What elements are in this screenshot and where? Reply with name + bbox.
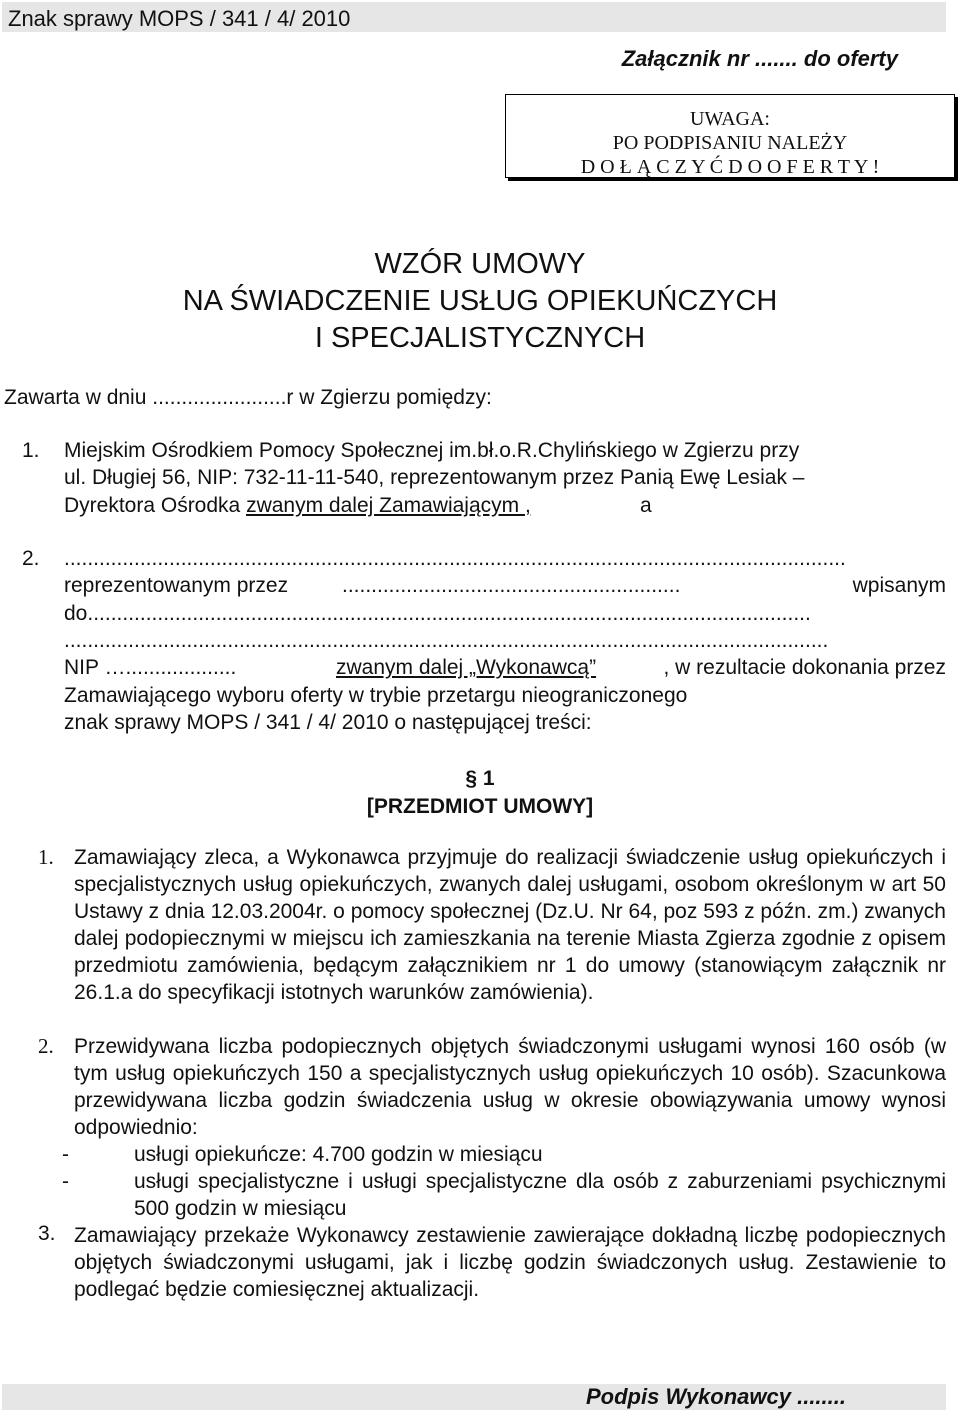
section-heading: [PRZEDMIOT UMOWY] (366, 795, 594, 818)
party2-line-4: ................................................................................................................................... (64, 629, 829, 652)
party1-number: 1. (22, 439, 40, 462)
notice-box (505, 94, 955, 178)
party2-represented: reprezentowanym przez (64, 574, 289, 597)
party2-line-3: do............................................................................................................................ (64, 602, 811, 625)
party1-line-2: ul. Długiej 56, NIP: 732-11-11-540, reprezentowanym przez Panią Ewę Lesiak – (64, 466, 805, 489)
item-2-text: Przewidywana liczba podopiecznych objętych świadczonymi usługami wynosi 160 osób (w tym usług opiekuńczych 150 a specjalistycznych usług opiekuńczych 10 osób). Szacunkowa przewidywana liczba godzin świadczenia usług w okresie obowiązywania umowy wynosi odpowiednio: (74, 1035, 946, 1139)
party2-line-1: ...................................................................................................................................... (64, 547, 846, 570)
item-1-text: Zamawiający zleca, a Wykonawca przyjmuje do realizacji świadczenie usług opiekuńczych i specjalistycznych usług opiekuńczych, zwanych dalej usługami, osobom określonym w art 50 Ustawy z dnia 12.03.2004r. o pomocy społecznej (Dz.U. Nr 64, poz 593 z późn. zm.) zwanych dalej podopiecznymi w miejscu ich zamieszkania na terenie Miasta Zgierza zgodnie z opisem przedmiotu zamówienia, będącym załącznikiem nr 1 do umowy (stanowiącym załącznik nr 26.1.a do specyfikacji istotnych warunków zamówienia). (74, 846, 946, 1004)
party2-line-2 (64, 572, 946, 600)
party2-contractor-name: zwanym dalej „Wykonawcą” (336, 656, 597, 679)
attachment-label: Załącznik nr ....... do oferty (621, 46, 898, 71)
notice-line-3: D O Ł Ą C Z Y Ć D O O F E R T Y ! (580, 156, 880, 178)
signature-label: Podpis Wykonawcy ........ (586, 1384, 846, 1409)
party2-registered: wpisanym (852, 574, 946, 597)
title-line-1: WZÓR UMOWY (374, 248, 586, 280)
party2-line-6: Zamawiającego wyboru oferty w trybie przetargu nieograniczonego (64, 684, 688, 707)
party2-line-7: znak sprawy MOPS / 341 / 4/ 2010 o następującej treści: (64, 711, 592, 734)
bullet-1-text: usługi opiekuńcze: 4.700 godzin w miesiącu (134, 1143, 543, 1166)
notice-line-1: UWAGA: (690, 108, 770, 130)
party2-nip: NIP …................... (64, 656, 237, 679)
party1-line-3a: Dyrektora Ośrodka (64, 494, 247, 517)
title-line-2: NA ŚWIADCZENIE USŁUG OPIEKUŃCZYCH (182, 285, 778, 317)
party1-and: a (640, 494, 652, 517)
party2-result: , w rezultacie dokonania przez (663, 656, 946, 679)
item-3-text: Zamawiający przekaże Wykonawcy zestawienie zawierające dokładną liczbę podopiecznych objętych świadczonymi usługami, jak i liczbę godzin świadczonych usług. Zestawienie to podlegać będzie comiesięcznej aktualizacji. (74, 1224, 946, 1301)
section-sign: § 1 (465, 767, 495, 790)
title-line-3: I SPECJALISTYCZNYCH (314, 322, 646, 354)
item-2-number: 2. (38, 1034, 54, 1058)
item-1-number: 1. (38, 845, 54, 869)
item-3-number: 3. (38, 1222, 56, 1245)
party1-contracting-name: zwanym dalej Zamawiającym , (246, 494, 531, 517)
concluded-line: Zawarta w dniu .......................r w Zgierzu pomiędzy: (4, 386, 492, 409)
party2-line-5 (64, 654, 946, 682)
bullet-1-dash: - (62, 1143, 69, 1166)
bullet-2-text: usługi specjalistyczne i usługi specjalistyczne dla osób z zaburzeniami psychicznymi 500 godzin w miesiącu (134, 1170, 946, 1220)
header-bar (2, 2, 946, 32)
party2-represented-dots: .......................................................... (342, 574, 681, 597)
bullet-2-dash: - (62, 1170, 69, 1193)
party1-line-3 (64, 492, 946, 520)
party1-line-1: Miejskim Ośrodkiem Pomocy Społecznej im.bł.o.R.Chylińskiego w Zgierzu przy (64, 439, 800, 462)
party2-number: 2. (22, 547, 40, 570)
notice-line-2: PO PODPISANIU NALEŻY (612, 132, 848, 154)
case-number: Znak sprawy MOPS / 341 / 4/ 2010 (8, 6, 351, 31)
